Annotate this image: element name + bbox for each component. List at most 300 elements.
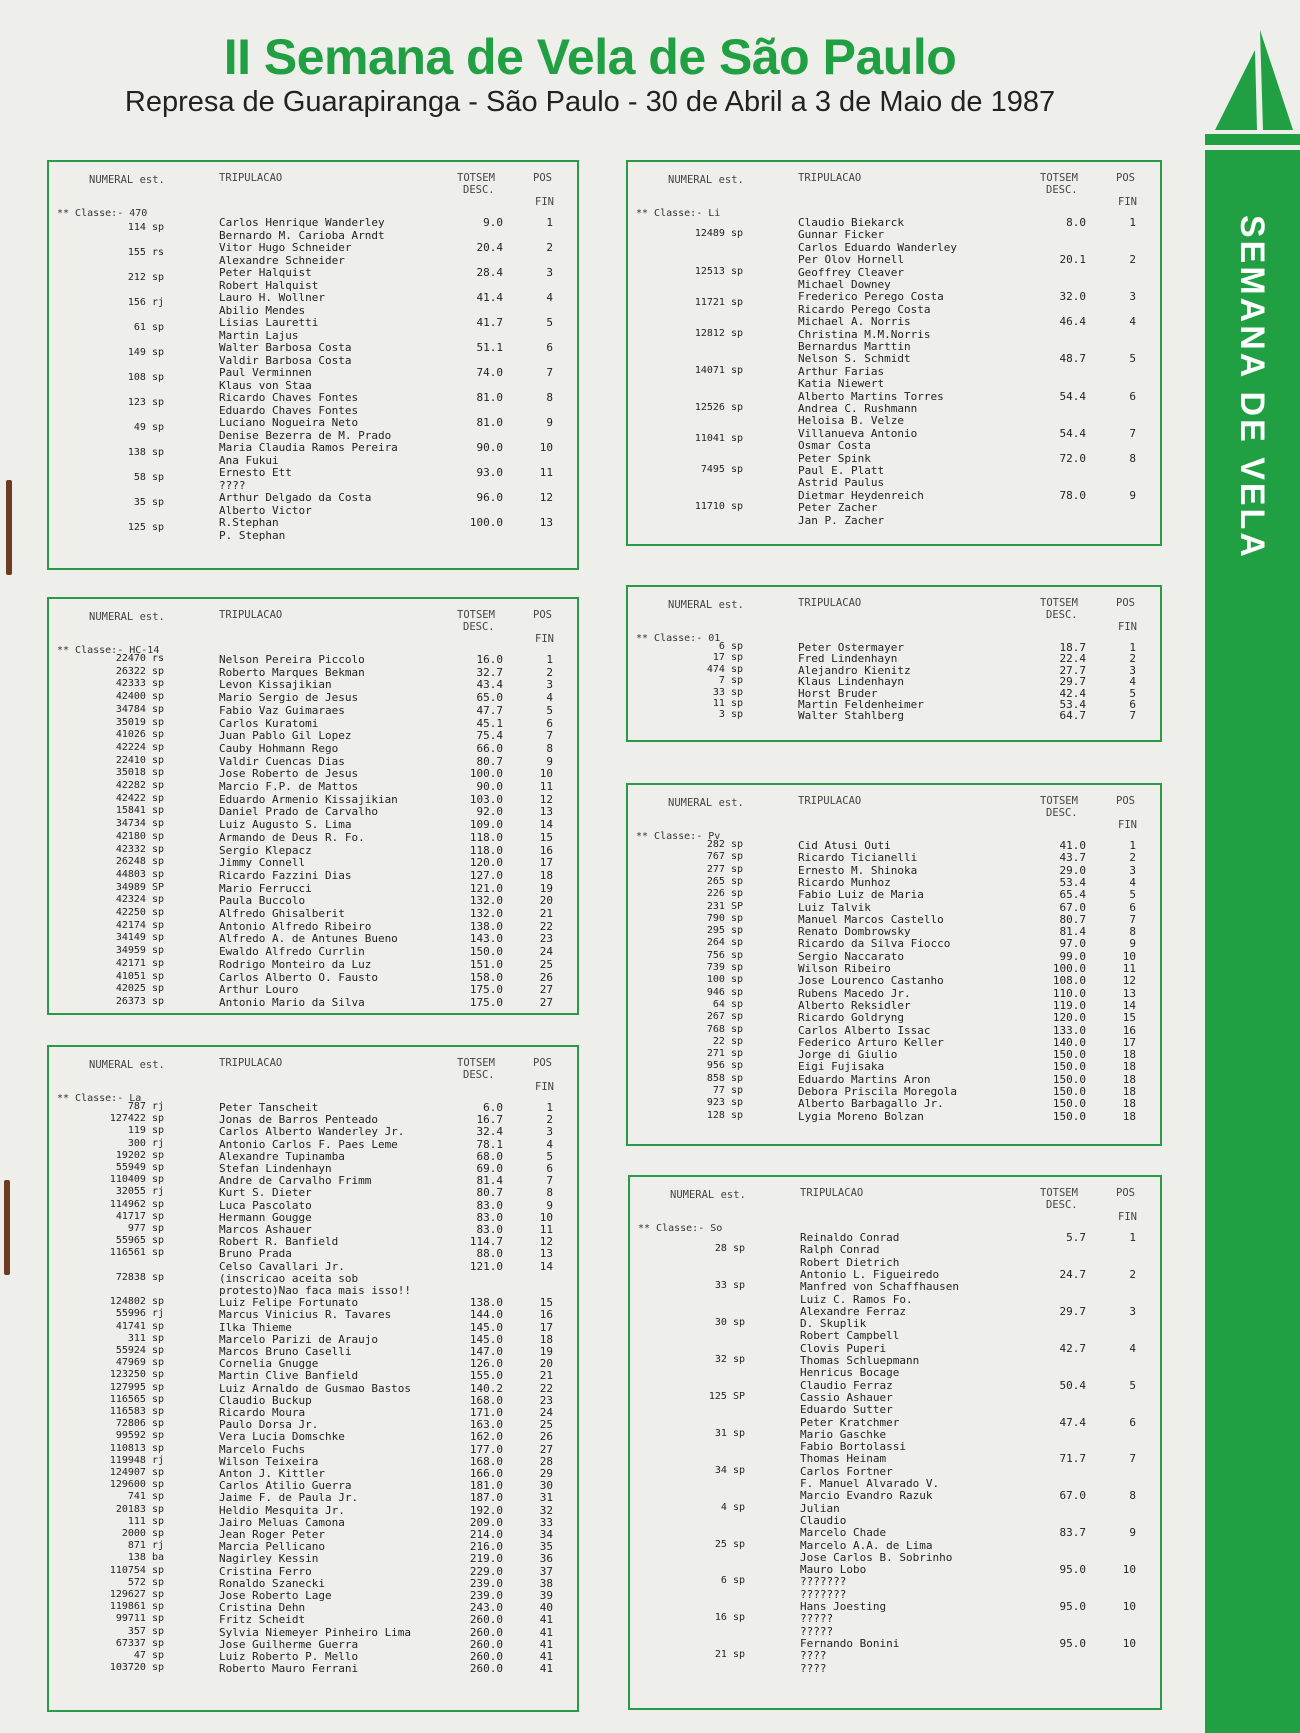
final-position: 18	[1122, 1085, 1136, 1098]
crew-name: Anton J. Kittler	[219, 1467, 325, 1480]
crew-name: Robert R. Banfield	[219, 1235, 339, 1249]
final-position: 14	[1122, 998, 1136, 1012]
total-score: 47.7	[476, 703, 503, 717]
total-score: 145.0	[469, 1320, 503, 1334]
total-score: 20.4	[476, 241, 503, 254]
header-crew: TRIPULACAO	[798, 795, 862, 807]
total-score: 175.0	[469, 983, 503, 997]
crew-name: Carlos Alberto O. Fausto	[219, 970, 378, 984]
total-score: 95.0	[1059, 1600, 1086, 1613]
header-total: TOTSEM	[1040, 795, 1078, 807]
total-score: 99.0	[1059, 949, 1086, 963]
sail-number: 226 sp	[706, 888, 743, 900]
sail-number: 110754 sp	[109, 1564, 164, 1576]
crew-name: Eduardo Armenio Kissajikian	[219, 792, 398, 806]
crew-name: Wilson Ribeiro	[798, 962, 891, 975]
crew-name: Jairo Meluas Camona	[219, 1515, 345, 1529]
crew-name: Luiz Roberto P. Mello	[219, 1650, 359, 1663]
crew-name: Alexandre Schneider	[219, 253, 345, 267]
crew-name: Horst Bruder	[798, 686, 878, 700]
total-score: 65.4	[1059, 888, 1086, 902]
final-position: 39	[539, 1589, 553, 1602]
final-position: 10	[1122, 949, 1136, 963]
total-score: 216.0	[469, 1540, 503, 1554]
final-position: 1	[546, 653, 553, 666]
total-score: 41.4	[476, 291, 503, 304]
total-score: 74.0	[476, 366, 503, 379]
final-position: 32	[539, 1503, 553, 1517]
header-pos: POS	[1116, 172, 1135, 184]
crew-name: Bruno Prada	[219, 1247, 292, 1261]
header-numeral: NUMERAL est.	[668, 797, 744, 809]
sail-number: 34734 sp	[115, 818, 164, 830]
sail-number: 123 sp	[127, 397, 164, 409]
crew-name: Heldio Mesquita Jr.	[219, 1503, 345, 1517]
crew-name: ?????	[800, 1612, 834, 1626]
crew-name: Armando de Deus R. Fo.	[219, 830, 365, 844]
sail-number: 19202 sp	[115, 1149, 164, 1161]
sail-number: 212 sp	[127, 272, 164, 284]
crew-name: Jimmy Connell	[219, 856, 306, 870]
final-position: 2	[1129, 253, 1136, 267]
crew-name: Alfredo Ghisalberit	[219, 907, 345, 920]
sail-number: 67337 sp	[115, 1637, 164, 1649]
total-score: 209.0	[469, 1515, 503, 1529]
final-position: 10	[539, 767, 553, 781]
sail-number: 128 sp	[706, 1109, 743, 1121]
total-score: 83.0	[476, 1210, 503, 1224]
total-score: 132.0	[469, 894, 503, 908]
final-position: 6	[546, 1162, 553, 1175]
final-position: 24	[539, 945, 553, 959]
total-score: 166.0	[469, 1467, 503, 1480]
sail-number: 787 rj	[127, 1101, 164, 1112]
final-position: 6	[1129, 698, 1136, 711]
sail-number: 739 sp	[706, 962, 743, 973]
sail-number: 138 sp	[127, 447, 164, 459]
crew-name: Ana Fukui	[219, 453, 279, 467]
crew-name: Arthur Farias	[798, 364, 885, 378]
header-desc: DESC.	[1046, 807, 1078, 819]
total-score: 43.7	[1059, 851, 1086, 865]
sail-number: 33 sp	[714, 1280, 745, 1292]
sail-number: 767 sp	[706, 851, 743, 863]
final-position: 4	[1129, 875, 1136, 889]
crew-name: Peter Zacher	[798, 501, 878, 515]
total-score: 81.4	[1059, 925, 1086, 939]
crew-name: Fabio Bortolassi	[800, 1440, 906, 1454]
crew-name: Claudio Biekarck	[798, 216, 904, 229]
header-total: TOTSEM	[1040, 172, 1078, 184]
total-score: 41.0	[1059, 839, 1086, 852]
total-score: 66.0	[476, 741, 503, 755]
sail-number: 125 sp	[127, 522, 164, 534]
total-score: 42.7	[1059, 1341, 1086, 1355]
total-score: 95.0	[1059, 1636, 1086, 1650]
final-position: 14	[539, 818, 553, 832]
final-position: 22	[539, 1381, 553, 1395]
sail-number: 977 sp	[127, 1223, 164, 1234]
total-score: 80.7	[476, 754, 503, 768]
total-score: 51.1	[476, 341, 503, 354]
header-pos: POS	[533, 1057, 552, 1069]
crew-name: Clovis Puperi	[800, 1341, 887, 1355]
crew-name: Lisias Lauretti	[219, 316, 319, 329]
final-position: 6	[546, 716, 553, 730]
sail-number: 35018 sp	[115, 767, 164, 779]
final-position: 2	[546, 1113, 553, 1127]
sail-number: 30 sp	[714, 1317, 745, 1329]
final-position: 18	[1122, 1109, 1136, 1123]
page-subtitle: Represa de Guarapiranga - São Paulo - 30 de Abril a 3 de Maio de 1987	[124, 86, 1056, 118]
total-score: 151.0	[469, 957, 503, 971]
staple	[6, 480, 12, 575]
crew-name: Walter Barbosa Costa	[219, 341, 352, 354]
sail-number: 21 sp	[714, 1649, 745, 1661]
crew-name: Alberto Reksidler	[798, 998, 911, 1012]
crew-name: Eduardo Martins Aron	[798, 1072, 931, 1086]
sail-number: 41026 sp	[115, 729, 164, 741]
sail-number: 42180 sp	[115, 830, 164, 842]
final-position: 5	[1129, 686, 1136, 700]
sail-number: 125 SP	[708, 1390, 745, 1402]
final-position: 5	[546, 1149, 553, 1163]
sail-number: 58 sp	[133, 472, 164, 484]
crew-name: Sergio Klepacz	[219, 843, 312, 857]
sail-number: 110409 sp	[109, 1174, 164, 1186]
crew-name: Juan Pablo Gil Lopez	[219, 729, 352, 743]
class-label: ** Classe:- 470	[57, 208, 148, 219]
total-score: 53.4	[1059, 698, 1086, 711]
total-score: 32.0	[1059, 290, 1086, 304]
final-position: 33	[539, 1515, 553, 1529]
sail-number: 72838 sp	[115, 1271, 164, 1283]
sail-number: 26373 sp	[115, 995, 164, 1007]
crew-name: Mario Ferrucci	[219, 881, 312, 895]
crew-name: Carlos Atilio Guerra	[219, 1479, 352, 1493]
crew-name: Gunnar Ficker	[798, 228, 885, 242]
total-score: 120.0	[469, 856, 503, 870]
results-panel-01	[626, 585, 1162, 742]
class-label: ** Classe:- Li	[636, 208, 721, 219]
total-score: 239.0	[469, 1589, 503, 1602]
sail-number: 116565 sp	[109, 1393, 164, 1405]
total-score: 32.7	[476, 665, 503, 679]
total-score: 75.4	[476, 729, 503, 743]
sail-number: 22410 sp	[115, 754, 164, 766]
final-position: 7	[1129, 1452, 1136, 1466]
final-position: 26	[539, 1430, 553, 1444]
class-label: ** Classe:- So	[638, 1223, 723, 1234]
crew-name: Julian	[800, 1501, 840, 1515]
crew-name: Eduardo Chaves Fontes	[219, 403, 359, 417]
header-desc: DESC.	[463, 184, 495, 196]
sail-number: 946 sp	[706, 986, 743, 998]
final-position: 2	[1129, 851, 1136, 865]
header-crew: TRIPULACAO	[219, 609, 283, 621]
total-score: 114.7	[469, 1235, 503, 1249]
sail-number: 124802 sp	[109, 1296, 164, 1308]
final-position: 4	[1129, 675, 1136, 689]
header-numeral: NUMERAL est.	[89, 174, 165, 186]
final-position: 1	[546, 1101, 553, 1114]
crew-name: Eigi Fujisaka	[798, 1060, 885, 1074]
final-position: 6	[546, 341, 553, 354]
final-position: 16	[539, 843, 553, 857]
crew-name: Michael A. Norris	[798, 315, 911, 329]
final-position: 27	[539, 995, 553, 1009]
crew-name: Antonio Carlos F. Paes Leme	[219, 1137, 398, 1151]
sail-number: 41051 sp	[115, 970, 164, 982]
total-score: 81.0	[476, 416, 503, 429]
crew-name: Jose Roberto de Jesus	[219, 767, 359, 781]
crew-name: Michael Downey	[798, 278, 891, 291]
total-score: 27.7	[1059, 663, 1086, 677]
sail-number: 572 sp	[127, 1576, 164, 1588]
sail-number: 2000 sp	[121, 1528, 164, 1539]
crew-name: Cauby Hohmann Rego	[219, 741, 339, 755]
total-score: 16.7	[476, 1113, 503, 1127]
sail-number: 26322 sp	[115, 665, 164, 677]
sail-number: 156 rj	[127, 297, 164, 309]
total-score: 65.0	[476, 691, 503, 705]
final-position: 16	[539, 1308, 553, 1322]
crew-name: Nelson S. Schmidt	[798, 352, 911, 366]
sail-number: 42332 sp	[115, 843, 164, 855]
crew-name: Lauro H. Wollner	[219, 291, 325, 304]
crew-name: Marcio F.P. de Mattos	[219, 780, 359, 793]
sail-number: 119 sp	[127, 1125, 164, 1137]
total-score: 150.0	[1052, 1109, 1086, 1123]
total-score: 119.0	[1052, 998, 1086, 1012]
header-numeral: NUMERAL est.	[670, 1189, 746, 1201]
sail-number: 11721 sp	[694, 296, 743, 308]
total-score: 16.0	[476, 653, 503, 666]
sail-number: 42224 sp	[115, 741, 164, 753]
total-score: 68.0	[476, 1149, 503, 1163]
final-position: 7	[546, 366, 553, 379]
sail-number: 20183 sp	[115, 1503, 164, 1515]
final-position: 16	[1122, 1023, 1136, 1037]
crew-name: Paul E. Platt	[798, 464, 885, 477]
crew-name: Mauro Lobo	[800, 1563, 867, 1577]
sail-number: 31 sp	[714, 1427, 745, 1439]
sail-number: 33 sp	[712, 686, 743, 698]
sail-number: 26248 sp	[115, 856, 164, 868]
final-position: 11	[1122, 962, 1136, 975]
header-pos: POS	[533, 172, 552, 184]
results-panel-li	[626, 160, 1162, 546]
final-position: 17	[539, 1320, 553, 1334]
total-score: 22.4	[1059, 652, 1086, 666]
crew-name: Paulo Dorsa Jr.	[219, 1418, 319, 1432]
total-score: 150.0	[1052, 1097, 1086, 1111]
crew-name: Peter Ostermayer	[798, 641, 904, 654]
crew-name: Alberto Barbagallo Jr.	[798, 1097, 944, 1111]
total-score: 145.0	[469, 1332, 503, 1346]
final-position: 3	[1129, 863, 1136, 877]
final-position: 18	[539, 868, 553, 882]
final-position: 5	[1129, 352, 1136, 366]
final-position: 18	[539, 1332, 553, 1346]
crew-name: Debora Priscila Moregola	[798, 1085, 957, 1098]
sail-number: 12513 sp	[694, 265, 743, 277]
final-position: 2	[1129, 1267, 1136, 1281]
crew-name: Roberto Marques Bekman	[219, 665, 365, 679]
total-score: 45.1	[476, 716, 503, 730]
crew-name: Alfredo A. de Antunes Bueno	[219, 932, 398, 946]
crew-name: Ricardo Chaves Fontes	[219, 391, 359, 404]
total-score: 43.4	[476, 678, 503, 692]
sail-number: 129627 sp	[109, 1589, 164, 1600]
final-position: 9	[1129, 937, 1136, 951]
sail-number: 42250 sp	[115, 907, 164, 918]
sail-number: 871 rj	[127, 1540, 164, 1552]
total-score: 260.0	[469, 1625, 503, 1639]
final-position: 1	[546, 216, 553, 229]
final-position: 12	[1122, 974, 1136, 988]
crew-name: Antonio Alfredo Ribeiro	[219, 919, 372, 933]
sail-number: 155 rs	[127, 247, 164, 259]
sail-number: 42324 sp	[115, 894, 164, 906]
crew-name: Sylvia Niemeyer Pinheiro Lima	[219, 1625, 412, 1639]
crew-name: Valdir Barbosa Costa	[219, 353, 352, 367]
header-crew: TRIPULACAO	[798, 172, 862, 184]
final-position: 4	[546, 691, 553, 705]
sail-number: 42333 sp	[115, 678, 164, 690]
final-position: 9	[546, 416, 553, 429]
crew-name: Paula Buccolo	[219, 894, 306, 908]
final-position: 1	[1129, 1231, 1136, 1244]
total-score: 150.0	[1052, 1072, 1086, 1086]
page-title: II Semana de Vela de São Paulo	[223, 29, 957, 85]
total-score: 9.0	[483, 216, 503, 229]
crew-name: Luiz C. Ramos Fo.	[800, 1292, 913, 1306]
crew-name: Marcos Ashauer	[219, 1223, 312, 1236]
total-score: 67.0	[1059, 900, 1086, 914]
final-position: 9	[1129, 488, 1136, 502]
results-panel-pv	[626, 783, 1162, 1146]
crew-name: Heloisa B. Velze	[798, 414, 904, 428]
sail-number: 858 sp	[706, 1072, 743, 1084]
crew-name: Villanueva Antonio	[798, 426, 918, 440]
total-score: 260.0	[469, 1662, 503, 1676]
crew-name: Jonas de Barros Penteado	[219, 1113, 378, 1127]
total-score: 127.0	[469, 868, 503, 882]
final-position: 10	[539, 441, 553, 454]
crew-name: Roberto Mauro Ferrani	[219, 1662, 359, 1676]
total-score: 54.4	[1059, 389, 1086, 403]
header-fin: FIN	[535, 1081, 554, 1093]
crew-name: Geoffrey Cleaver	[798, 265, 904, 279]
final-position: 40	[539, 1601, 553, 1615]
sidebar-label: SEMANA DE VELA	[1233, 215, 1271, 560]
crew-name: Andre de Carvalho Frimm	[219, 1174, 372, 1188]
sail-number: 6 sp	[720, 1575, 745, 1587]
crew-name: Arthur Louro	[219, 983, 299, 997]
header-fin: FIN	[1118, 621, 1137, 633]
total-score: 192.0	[469, 1503, 503, 1517]
crew-name: Claudio	[800, 1513, 847, 1527]
crew-name: Fabio Vaz Guimaraes	[219, 703, 345, 717]
crew-name: Rubens Macedo Jr.	[798, 986, 911, 1000]
sail-number: 41741 sp	[115, 1320, 164, 1332]
crew-name: Claudio Buckup	[219, 1393, 312, 1407]
crew-name: Jose Lourenco Castanho	[798, 974, 944, 988]
final-position: 29	[539, 1467, 553, 1480]
final-position: 18	[1122, 1097, 1136, 1111]
total-score: 138.0	[469, 919, 503, 933]
header-crew: TRIPULACAO	[798, 597, 862, 609]
sail-number: 790 sp	[706, 912, 743, 924]
crew-name: Marcelo Chade	[800, 1526, 887, 1540]
total-score: 83.0	[476, 1223, 503, 1236]
total-score: 69.0	[476, 1162, 503, 1175]
total-score: 219.0	[469, 1552, 503, 1566]
final-position: 13	[539, 1247, 553, 1261]
final-position: 5	[1129, 1378, 1136, 1392]
total-score: 54.4	[1059, 426, 1086, 440]
class-label: ** Classe:- Pv	[636, 831, 721, 842]
crew-name: Alexandre Tupinamba	[219, 1149, 345, 1163]
sail-number: 11710 sp	[694, 501, 743, 513]
final-position: 5	[546, 316, 553, 329]
total-score: 93.0	[476, 466, 503, 479]
sail-number: 12812 sp	[694, 327, 743, 339]
header-total: TOTSEM	[1040, 597, 1078, 609]
total-score: 120.0	[1052, 1011, 1086, 1025]
final-position: 23	[539, 1393, 553, 1407]
sail-number: 114 sp	[127, 222, 164, 234]
crew-name: ????	[219, 478, 246, 492]
final-position: 38	[539, 1576, 553, 1590]
total-score: 42.4	[1059, 686, 1086, 700]
final-position: 11	[539, 780, 553, 793]
total-score: 140.0	[1052, 1035, 1086, 1049]
results-panel-la	[47, 1045, 579, 1712]
crew-name: Hans Joesting	[800, 1600, 887, 1613]
crew-name: Cristina Ferro	[219, 1564, 312, 1578]
final-position: 41	[539, 1613, 553, 1627]
sail-number: 34 sp	[714, 1464, 745, 1476]
crew-name: Carlos Kuratomi	[219, 716, 319, 730]
final-position: 12	[539, 491, 553, 504]
total-score: 96.0	[476, 491, 503, 504]
crew-name: Kurt S. Dieter	[219, 1186, 312, 1200]
crew-name: Ricardo Munhoz	[798, 875, 891, 889]
sail-number: 12526 sp	[694, 402, 743, 413]
total-score: 46.4	[1059, 315, 1086, 329]
final-position: 22	[539, 919, 553, 933]
crew-name: Bernardus Marttin	[798, 340, 911, 353]
sail-number: 22470 rs	[115, 653, 164, 664]
final-position: 10	[539, 1210, 553, 1224]
sail-number: 357 sp	[127, 1625, 164, 1637]
sail-number: 41717 sp	[115, 1210, 164, 1222]
crew-name: Ricardo da Silva Fiocco	[798, 937, 951, 951]
class-label: ** Classe:- La	[57, 1093, 142, 1104]
crew-name: Dietmar Heydenreich	[798, 488, 924, 502]
crew-name: Celso Cavallari Jr.	[219, 1259, 345, 1273]
header-crew: TRIPULACAO	[219, 1057, 283, 1069]
sail-number: 99711 sp	[115, 1613, 164, 1625]
header-pos: POS	[533, 609, 552, 621]
crew-name: Rodrigo Monteiro da Luz	[219, 957, 372, 971]
sail-number: 111 sp	[127, 1515, 164, 1527]
total-score: 71.7	[1059, 1452, 1086, 1466]
final-position: 10	[1122, 1600, 1136, 1613]
crew-name: Jorge di Giulio	[798, 1048, 898, 1062]
